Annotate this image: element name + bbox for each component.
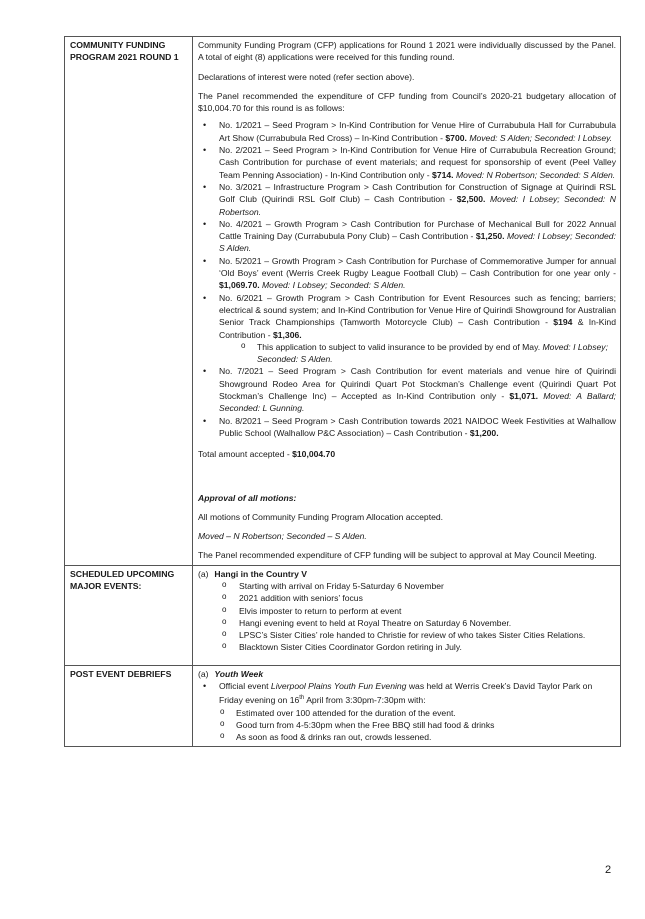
application-item-3: • No. 3/2021 – Infrastructure Program > Cash Contribution for Construction of Signage at Quirindi RSL Golf Club (Quirindi RSL Golf Club) – Cash Contribution - $2,500. Moved: I Lobsey; Seconded: N Robertson. [198, 181, 616, 218]
list-item: o Good turn from 4-5:30pm when the Free BBQ still had food & drinks [198, 719, 616, 731]
minutes-table [64, 36, 621, 747]
hangi-details-list [198, 580, 616, 654]
post-event-debriefs-row [65, 665, 621, 747]
list-item: o Starting with arrival on Friday 5-Saturday 6 November [198, 580, 616, 592]
scheduled-events-row [65, 565, 621, 665]
page-number: 2 [605, 864, 612, 876]
approval-text: All motions of Community Funding Program Allocation accepted. [198, 511, 444, 522]
cfp-label: COMMUNITY FUNDING PROGRAM 2021 ROUND 1 [65, 37, 193, 566]
cfp-intro: Community Funding Program (CFP) applications for Round 1 2021 were individually discussed by the Panel. A total of eight (8) applications were received for this funding round. [198, 40, 616, 63]
total-amount: Total amount accepted - $10,004.70 [198, 449, 336, 460]
scheduled-events-content [193, 565, 621, 665]
application-item-2: • No. 2/2021 – Seed Program > In-Kind Contribution for Venue Hire of Currabubula Recreation Ground; Cash Contribution for purchase of event materials; and request for sponsorship of event (Peel Valley Team Penning Association) - In-Kind Contribution only - $714. Moved: N Robertson; Seconded: S Alden. [198, 144, 616, 181]
application-item-7: • No. 7/2021 – Seed Program > Cash Contribution for event materials and venue hire of Quirindi Showground Rodeo Area for Quirindi Quart Pot Stockman’s Challenge event (Quirindi Quart Pot Stockman’s Challenge Inc) – Accepted as In-Kind Contribution only - $1,071. Moved: A Ballard; Seconded: L Gunning. [198, 365, 616, 414]
cfp-content [193, 37, 621, 566]
list-item: o Elvis imposter to return to perform at event [198, 605, 616, 617]
scheduled-events-label: SCHEDULED UPCOMING MAJOR EVENTS: [65, 565, 193, 665]
application-item-4: • No. 4/2021 – Growth Program > Cash Contribution for Purchase of Mechanical Bull for 2022 Annual Cattle Training Day (Currabubula Pony Club) – Cash Contribution - $1,250. Moved: I Lobsey; Seconded: S Alden. [198, 218, 616, 255]
closing-statement: The Panel recommended expenditure of CFP funding will be subject to approval at May Council Meeting. [198, 550, 597, 561]
application-6-subnote [219, 341, 616, 366]
list-item: o Estimated over 100 attended for the duration of the event. [198, 707, 616, 719]
list-item: o Blacktown Sister Cities Coordinator Gordon retiring in July. [198, 641, 616, 653]
insurance-condition: o This application to subject to valid insurance to be provided by end of May. Moved: I Lobsey; Seconded: S Alden. [219, 341, 616, 366]
application-item-8: • No. 8/2021 – Seed Program > Cash Contribution towards 2021 NAIDOC Week Festivities at Walhallow Public School (Walhallow P&C Association) – Cash Contribution - $1,200. [198, 415, 616, 440]
youth-week-list [198, 680, 616, 743]
youth-fun-evening-item: • Official event Liverpool Plains Youth Fun Evening was held at Werris Creek’s David Taylor Park on Friday evening on 16th April from 3:30pm-7:30pm with: o Estimated over 100 attended for the duration of the event. o Good turn from 4-5:30pm when the Free BBQ still had food & drinks o As soon as food & drinks ran out, crowds lessened. [198, 680, 616, 743]
list-item: o 2021 addition with seniors’ focus [198, 592, 616, 604]
cfp-recommendation: The Panel recommended the expenditure of CFP funding from Council’s 2020-21 budgetary allocation of $10,004.70 for this round is as follows: [198, 90, 616, 114]
youth-week-heading: (a) Youth Week [198, 668, 264, 679]
list-item: o Hangi evening event to held at Royal Theatre on Saturday 6 November. [198, 617, 616, 629]
youth-week-details-list [198, 707, 616, 744]
hangi-heading: (a) Hangi in the Country V [198, 568, 308, 579]
post-event-debriefs-content [193, 665, 621, 747]
cfp-row [65, 37, 621, 566]
cfp-declarations: Declarations of interest were noted (refer section above). [198, 71, 415, 82]
application-item-5: • No. 5/2021 – Growth Program > Cash Contribution for Purchase of Commemorative Jumper for annual ‘Old Boys’ event (Werris Creek Rugby League Football Club) – Cash Contribution for one year only - $1,069.70. Moved: I Lobsey; Seconded: S Alden. [198, 255, 616, 292]
cfp-application-list [198, 119, 616, 439]
application-item-6: • No. 6/2021 – Growth Program > Cash Contribution for Event Resources such as fencing; barriers; electrical & sound system; and In-Kind Contribution for Venue Hire of Quirindi Showground for Australian Senior Track Championships (Tamworth Motorcycle Club) – Cash Contribution - $194 & In-Kind Contribution - $1,306. o This application to subject to valid insurance to be provided by end of May. Moved: I Lobsey; Seconded: S Alden. [198, 292, 616, 366]
post-event-debriefs-label: POST EVENT DEBRIEFS [65, 665, 193, 747]
approval-heading: Approval of all motions: [198, 492, 297, 503]
list-item: o LPSC’s Sister Cities’ role handed to Christie for review of who takes Sister Cities Relations. [198, 629, 616, 641]
approval-moved: Moved – N Robertson; Seconded – S Alden. [198, 531, 367, 542]
list-item: o As soon as food & drinks ran out, crowds lessened. [198, 731, 616, 743]
application-item-1: • No. 1/2021 – Seed Program > In-Kind Contribution for Venue Hire of Currabubula Hall for Currabubula Art Show (Currabubula Red Cross) – In-Kind Contribution - $700. Moved: S Alden; Seconded: I Lobsey. [198, 119, 616, 144]
